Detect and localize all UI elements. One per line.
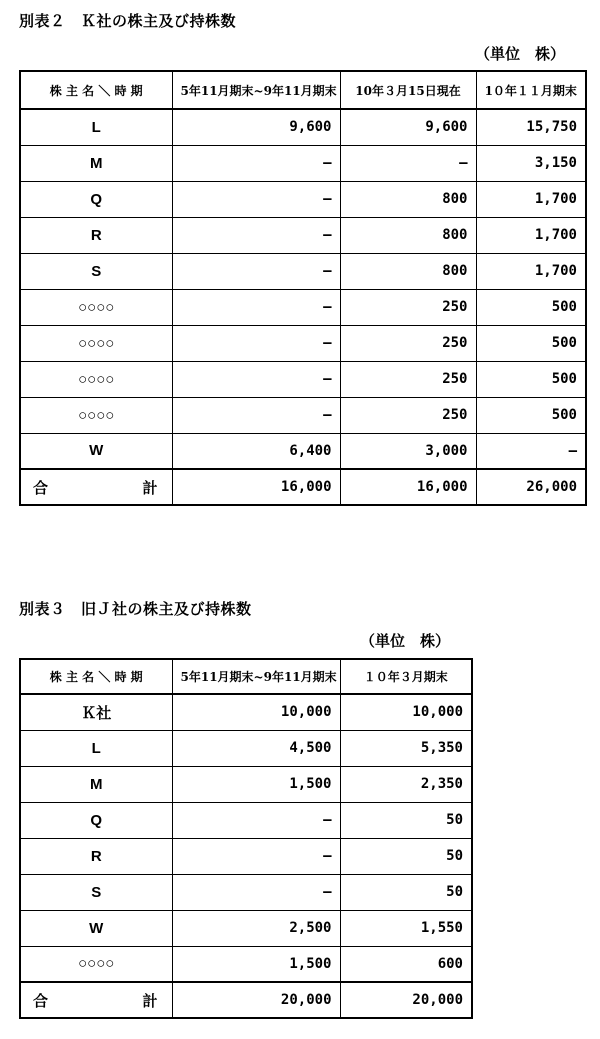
table2-title: 別表２ Ｋ社の株主及び持株数: [19, 12, 237, 30]
shareholder-name: Ｋ社: [20, 694, 172, 730]
table-row: [20, 766, 472, 802]
shareholder-name: ○○○○: [20, 325, 172, 361]
shares-period-3: 1,700: [476, 253, 586, 289]
shares-period-3: 500: [476, 361, 586, 397]
table2-unit-label: （単位 株）: [475, 45, 566, 63]
shares-period-1: –: [172, 802, 340, 838]
shares-period-3: 500: [476, 325, 586, 361]
total-label: 合計: [20, 982, 172, 1018]
total-period-3: 26,000: [476, 469, 586, 505]
shares-period-1: –: [172, 361, 340, 397]
total-period-1: 20,000: [172, 982, 340, 1018]
shares-period-2: 250: [340, 361, 476, 397]
column-header-period-3: 1０年１１月期末: [476, 71, 586, 109]
shareholder-name: R: [20, 217, 172, 253]
table-row: [20, 145, 586, 181]
table-row: [20, 838, 472, 874]
shareholder-name: ○○○○: [20, 946, 172, 982]
shares-period-3: 1,700: [476, 217, 586, 253]
shares-period-1: –: [172, 838, 340, 874]
shares-period-3: –: [476, 433, 586, 469]
shares-period-2: 800: [340, 253, 476, 289]
total-row: [20, 982, 472, 1018]
shareholder-name: Q: [20, 181, 172, 217]
shares-period-1: 9,600: [172, 109, 340, 145]
column-header-period-1: 5年11月期末~9年11月期末: [172, 659, 340, 694]
column-header-period-2: 10年３月15日現在: [340, 71, 476, 109]
table-row: [20, 289, 586, 325]
shareholder-name: ○○○○: [20, 361, 172, 397]
shares-period-1: 1,500: [172, 766, 340, 802]
column-header-shareholder: 株 主 名 ＼ 時 期: [20, 71, 172, 109]
total-label: 合計: [20, 469, 172, 505]
k-company-shareholders-table: [19, 70, 587, 506]
shareholder-name: M: [20, 145, 172, 181]
table-row: [20, 946, 472, 982]
shares-period-2: 250: [340, 289, 476, 325]
shares-period-1: –: [172, 145, 340, 181]
shareholder-name: W: [20, 433, 172, 469]
total-period-2: 20,000: [340, 982, 472, 1018]
shares-period-1: –: [172, 217, 340, 253]
table-row: [20, 874, 472, 910]
table-row: [20, 910, 472, 946]
table-row: [20, 253, 586, 289]
shares-period-1: –: [172, 253, 340, 289]
shares-period-2: 50: [340, 838, 472, 874]
table-row: [20, 433, 586, 469]
table-row: [20, 109, 586, 145]
shares-period-3: 1,700: [476, 181, 586, 217]
shareholder-name: R: [20, 838, 172, 874]
shares-period-2: 3,000: [340, 433, 476, 469]
table3-title: 別表３ 旧Ｊ社の株主及び持株数: [19, 600, 252, 618]
table3-unit-label: （単位 株）: [360, 632, 451, 650]
shareholder-name: M: [20, 766, 172, 802]
shareholder-name: L: [20, 730, 172, 766]
table-row: [20, 730, 472, 766]
shares-period-2: 800: [340, 181, 476, 217]
column-header-shareholder: 株 主 名 ＼ 時 期: [20, 659, 172, 694]
shareholder-name: S: [20, 874, 172, 910]
shares-period-1: –: [172, 325, 340, 361]
shares-period-1: 4,500: [172, 730, 340, 766]
table-row: [20, 361, 586, 397]
shares-period-1: 6,400: [172, 433, 340, 469]
shares-period-2: –: [340, 145, 476, 181]
column-header-period-1: 5年11月期末~9年11月期末: [172, 71, 340, 109]
shares-period-1: 10,000: [172, 694, 340, 730]
shares-period-1: –: [172, 181, 340, 217]
shares-period-1: –: [172, 289, 340, 325]
shares-period-2: 600: [340, 946, 472, 982]
shares-period-2: 50: [340, 874, 472, 910]
column-header-period-2: １０年３月期末: [340, 659, 472, 694]
shares-period-2: 1,550: [340, 910, 472, 946]
former-j-company-shareholders-table: [19, 658, 473, 1019]
shareholder-name: Q: [20, 802, 172, 838]
shareholder-name: ○○○○: [20, 397, 172, 433]
shares-period-3: 15,750: [476, 109, 586, 145]
shareholder-name: L: [20, 109, 172, 145]
shares-period-3: 500: [476, 289, 586, 325]
shares-period-1: –: [172, 874, 340, 910]
shareholder-name: S: [20, 253, 172, 289]
total-period-1: 16,000: [172, 469, 340, 505]
table-row: [20, 802, 472, 838]
shareholder-name: ○○○○: [20, 289, 172, 325]
shareholder-name: W: [20, 910, 172, 946]
shares-period-2: 2,350: [340, 766, 472, 802]
shares-period-2: 5,350: [340, 730, 472, 766]
shares-period-2: 10,000: [340, 694, 472, 730]
total-row: [20, 469, 586, 505]
shares-period-1: 2,500: [172, 910, 340, 946]
table-row: [20, 694, 472, 730]
shares-period-2: 250: [340, 325, 476, 361]
shares-period-2: 800: [340, 217, 476, 253]
table-row: [20, 325, 586, 361]
shares-period-2: 9,600: [340, 109, 476, 145]
table-row: [20, 217, 586, 253]
shares-period-2: 50: [340, 802, 472, 838]
shares-period-2: 250: [340, 397, 476, 433]
shares-period-1: –: [172, 397, 340, 433]
table-header-row: [20, 71, 586, 109]
table-row: [20, 181, 586, 217]
shares-period-3: 500: [476, 397, 586, 433]
total-period-2: 16,000: [340, 469, 476, 505]
shares-period-1: 1,500: [172, 946, 340, 982]
shares-period-3: 3,150: [476, 145, 586, 181]
table-header-row: [20, 659, 472, 694]
table-row: [20, 397, 586, 433]
